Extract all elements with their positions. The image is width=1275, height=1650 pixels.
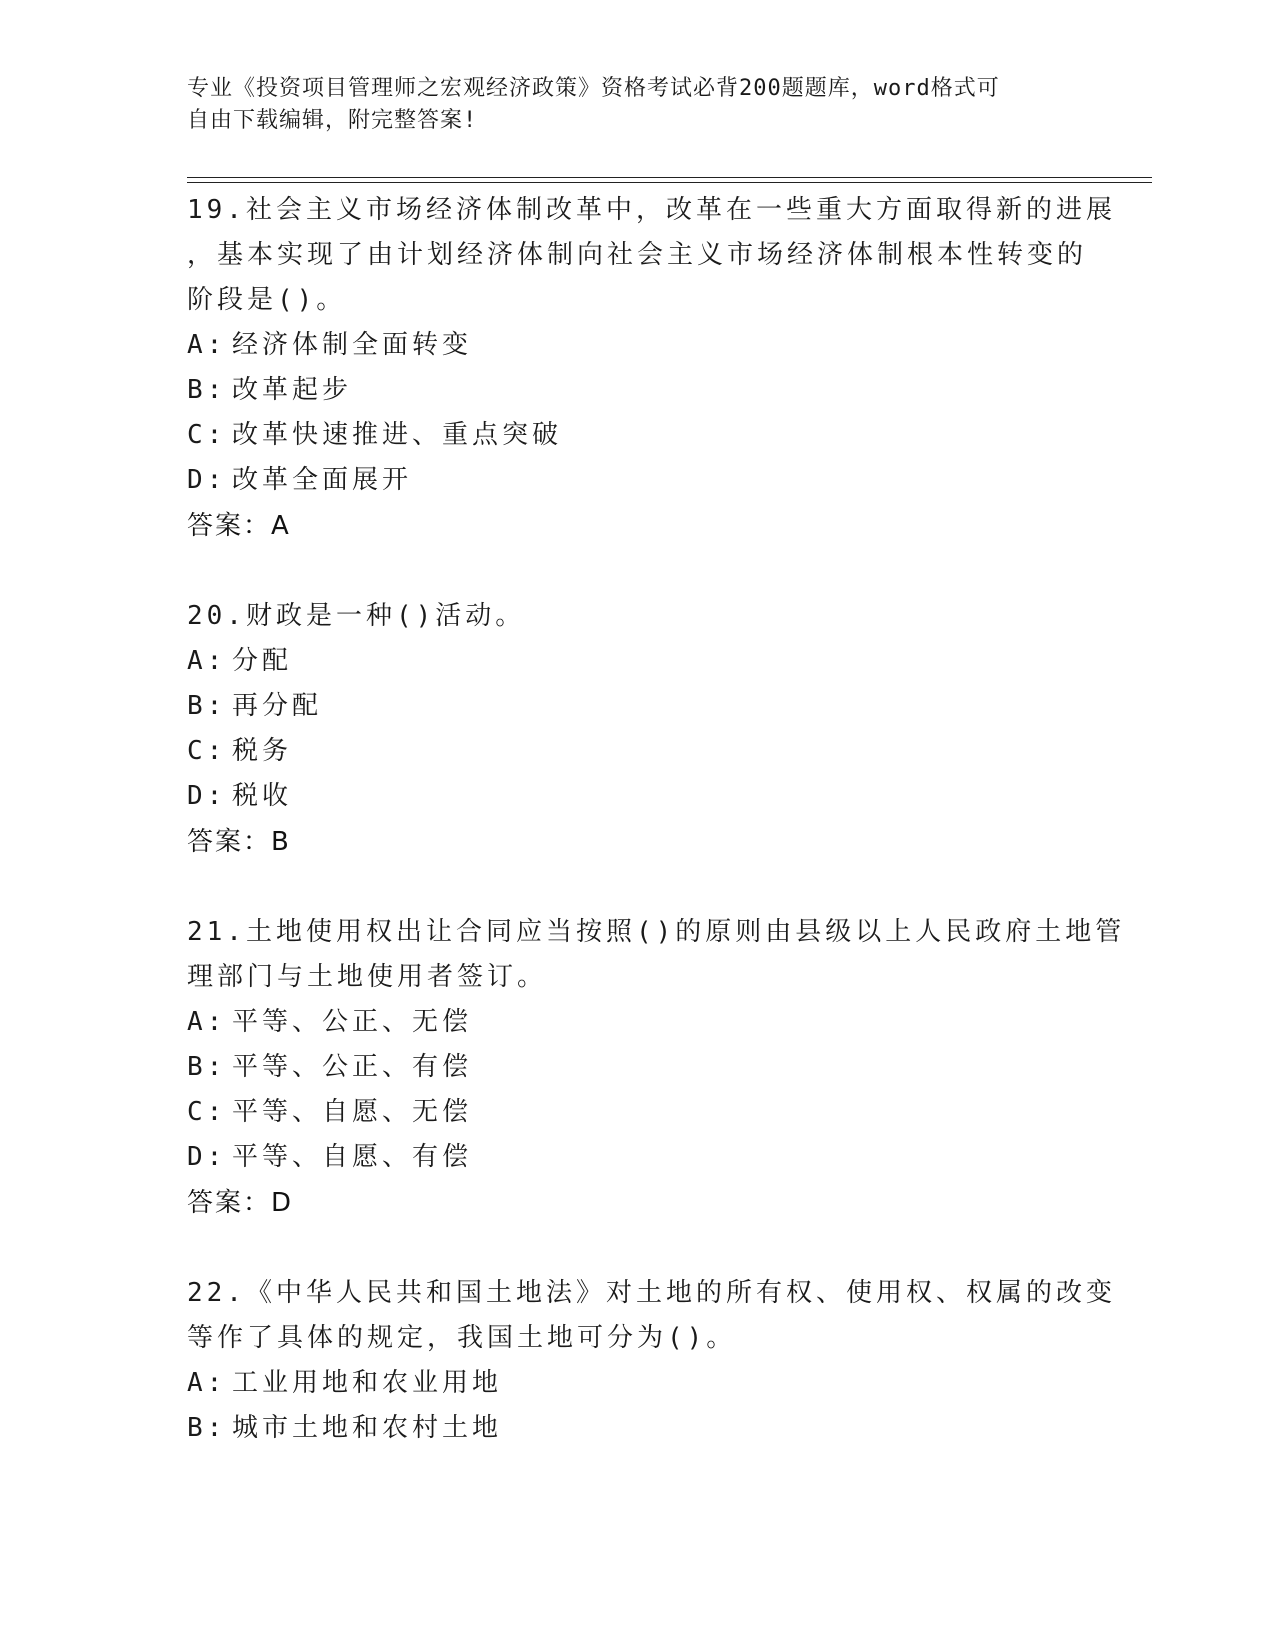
question-22 bbox=[187, 1271, 1116, 1451]
option-c bbox=[187, 413, 1087, 458]
option-letter: C: bbox=[187, 420, 227, 450]
question-text-line: ，基本实现了由计划经济体制向社会主义市场经济体制根本性转变的 bbox=[187, 240, 1088, 270]
question-text-line: 等作了具体的规定，我国土地可分为()。 bbox=[187, 1323, 737, 1353]
option-text: 再分配 bbox=[232, 691, 323, 721]
option-letter: A: bbox=[187, 1368, 227, 1398]
option-text: 改革全面展开 bbox=[232, 465, 413, 495]
option-d bbox=[187, 458, 1087, 503]
option-text: 经济体制全面转变 bbox=[232, 330, 473, 360]
option-text: 平等、公正、无偿 bbox=[232, 1007, 473, 1037]
option-a bbox=[187, 323, 1087, 368]
option-text: 税务 bbox=[232, 736, 293, 766]
option-letter: A: bbox=[187, 330, 227, 360]
option-a bbox=[187, 1361, 1087, 1406]
option-b bbox=[187, 1406, 1087, 1451]
question-text-line: 22.《中华人民共和国土地法》对土地的所有权、使用权、权属的改变 bbox=[187, 1278, 1116, 1308]
option-letter: D: bbox=[187, 1142, 227, 1172]
question-20 bbox=[187, 594, 1087, 865]
option-letter: B: bbox=[187, 691, 227, 721]
option-text: 改革起步 bbox=[232, 375, 353, 405]
option-letter: D: bbox=[187, 781, 227, 811]
document-header bbox=[187, 73, 1067, 137]
option-text: 城市土地和农村土地 bbox=[232, 1413, 503, 1443]
question-spacer bbox=[187, 865, 1087, 910]
option-letter: C: bbox=[187, 1097, 227, 1127]
option-b bbox=[187, 1045, 1087, 1090]
option-a bbox=[187, 1000, 1087, 1045]
option-text: 工业用地和农业用地 bbox=[232, 1368, 503, 1398]
option-c bbox=[187, 729, 1087, 774]
option-letter: B: bbox=[187, 1413, 227, 1443]
header-line-2: 自由下载编辑，附完整答案! bbox=[187, 108, 478, 133]
option-text: 改革快速推进、重点突破 bbox=[232, 420, 563, 450]
option-text: 平等、自愿、有偿 bbox=[232, 1142, 473, 1172]
header-line-1: 专业《投资项目管理师之宏观经济政策》资格考试必背200题题库，word格式可 bbox=[187, 76, 1000, 101]
option-text: 分配 bbox=[232, 646, 293, 676]
question-text-line: 21.土地使用权出让合同应当按照()的原则由县级以上人民政府土地管 bbox=[187, 917, 1126, 947]
option-d bbox=[187, 1135, 1087, 1180]
option-letter: B: bbox=[187, 375, 227, 405]
question-text-line: 20.财政是一种()活动。 bbox=[187, 601, 526, 631]
question-text-line: 理部门与土地使用者签订。 bbox=[187, 962, 548, 992]
option-text: 平等、公正、有偿 bbox=[232, 1052, 473, 1082]
option-d bbox=[187, 774, 1087, 819]
question-text-line: 阶段是()。 bbox=[187, 285, 347, 315]
header-divider-top bbox=[187, 177, 1152, 178]
option-letter: A: bbox=[187, 1007, 227, 1037]
answer-line: 答案：A bbox=[187, 511, 291, 541]
answer-line: 答案：B bbox=[187, 827, 291, 857]
question-spacer bbox=[187, 1226, 1087, 1271]
question-spacer bbox=[187, 549, 1087, 594]
option-letter: D: bbox=[187, 465, 227, 495]
option-letter: B: bbox=[187, 1052, 227, 1082]
question-21 bbox=[187, 910, 1126, 1226]
option-text: 税收 bbox=[232, 781, 293, 811]
answer-line: 答案：D bbox=[187, 1188, 294, 1218]
option-b bbox=[187, 684, 1087, 729]
header-divider-bottom bbox=[187, 182, 1152, 183]
option-a bbox=[187, 639, 1087, 684]
question-list bbox=[187, 188, 1126, 1451]
option-text: 平等、自愿、无偿 bbox=[232, 1097, 473, 1127]
option-c bbox=[187, 1090, 1087, 1135]
option-letter: A: bbox=[187, 646, 227, 676]
option-letter: C: bbox=[187, 736, 227, 766]
question-text-line: 19.社会主义市场经济体制改革中，改革在一些重大方面取得新的进展 bbox=[187, 195, 1116, 225]
question-19 bbox=[187, 188, 1116, 549]
option-b bbox=[187, 368, 1087, 413]
